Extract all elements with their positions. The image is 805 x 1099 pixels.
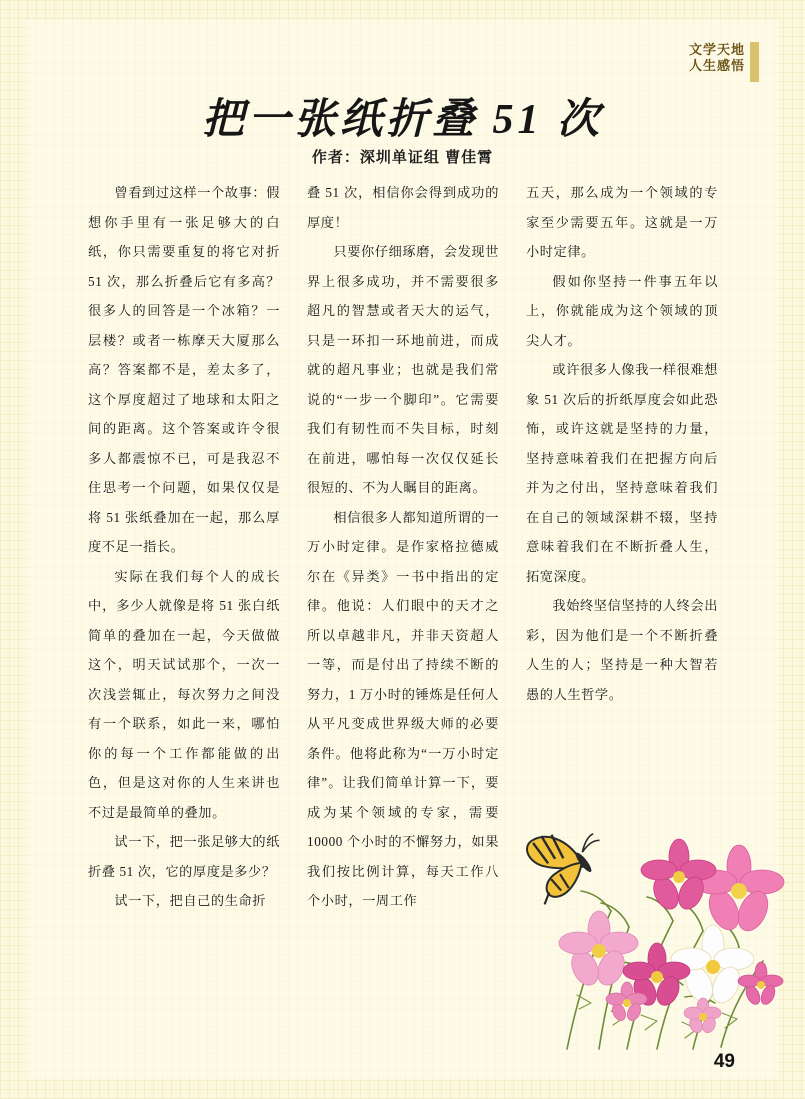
paragraph: 或许很多人像我一样很难想象 51 次后的折纸厚度会如此恐怖，或许这就是坚持的力量，坚持意味着我们在把握方向后并为之付出，坚持意味着我们在自己的领域深耕不辍，坚持意味着我们在不断折叠人生，拓宽深度。	[526, 362, 718, 584]
article-byline: 作者：深圳单证组 曹佳霄	[311, 149, 494, 166]
paragraph: 叠 51 次，相信你会得到成功的厚度！	[307, 185, 499, 230]
paragraph: 试一下，把自己的生命折	[114, 893, 267, 908]
article-column-1	[88, 178, 280, 1018]
paragraph: 五天，那么成为一个领域的专家至少需要五年。这就是一万小时定律。	[526, 185, 718, 259]
section-label-line1: 文学天地	[688, 42, 745, 57]
article-column-2	[307, 178, 499, 1018]
paragraph: 假如你坚持一件事五年以上，你就能成为这个领域的顶尖人才。	[526, 273, 718, 348]
page-number: 49	[713, 1051, 735, 1072]
article-column-3	[526, 178, 718, 1018]
paragraph: 实际在我们每个人的成长中，多少人就像是将 51 张白纸简单的叠加在一起，今天做做这个，明天试试那个，一次一次浅尝辄止，每次努力之间没有一个联系，如此一来，哪怕你的每一个工作都能做的出色，但是这对你的人生来讲也不过是最简单的叠加。	[88, 568, 280, 820]
paragraph: 试一下，把一张足够大的纸折叠 51 次，它的厚度是多少？	[88, 834, 280, 879]
section-label	[689, 42, 745, 75]
paragraph: 只要你仔细琢磨，会发现世界上很多成功，并不需要很多超凡的智慧或者天大的运气，只是一环扣一环地前进，而成就的超凡事业；也就是我们常说的“一步一个脚印”。它需要我们有韧性而不失目标，时刻在前进，哪怕每一次仅仅延长很短的、不为人瞩目的距离。	[307, 244, 499, 495]
paragraph: 曾看到过这样一个故事：假想你手里有一张足够大的白纸，你只需要重复的将它对折 51 次，那么折叠后它有多高？很多人的回答是一个冰箱？一层楼？或者一栋摩天大厦那么高？答案都不是，差太多了，这个厚度超过了地球和太阳之间的距离。这个答案或许令很多人都震惊不已，可是我忍不住思考一个问题，如果仅仅是将 51 张纸叠加在一起，那么厚度不足一指长。	[88, 185, 280, 554]
section-label-line2: 人生感悟	[688, 58, 745, 74]
article-title: 把一张纸折叠 51 次	[201, 97, 603, 143]
paragraph: 相信很多人都知道所谓的一万小时定律。是作家格拉德威尔在《异类》一书中指出的定律。他说：人们眼中的天才之所以卓越非凡，并非天资超人一等，而是付出了持续不断的努力，1 万小时的锤炼是任何人从平凡变成世界级大师的必要条件。他将此称为“一万小时定律”。让我们简单计算一下，要成为某个领域的专家，需要 10000 个小时的不懈努力，如果我们按比例计算，每天工作八个小时，一周工作	[307, 509, 499, 908]
section-accent-bar	[750, 42, 759, 82]
paragraph: 我始终坚信坚持的人终会出彩，因为他们是一个不断折叠人生的人；坚持是一种大智若愚的人生哲学。	[526, 598, 718, 702]
article-columns	[88, 178, 718, 1018]
